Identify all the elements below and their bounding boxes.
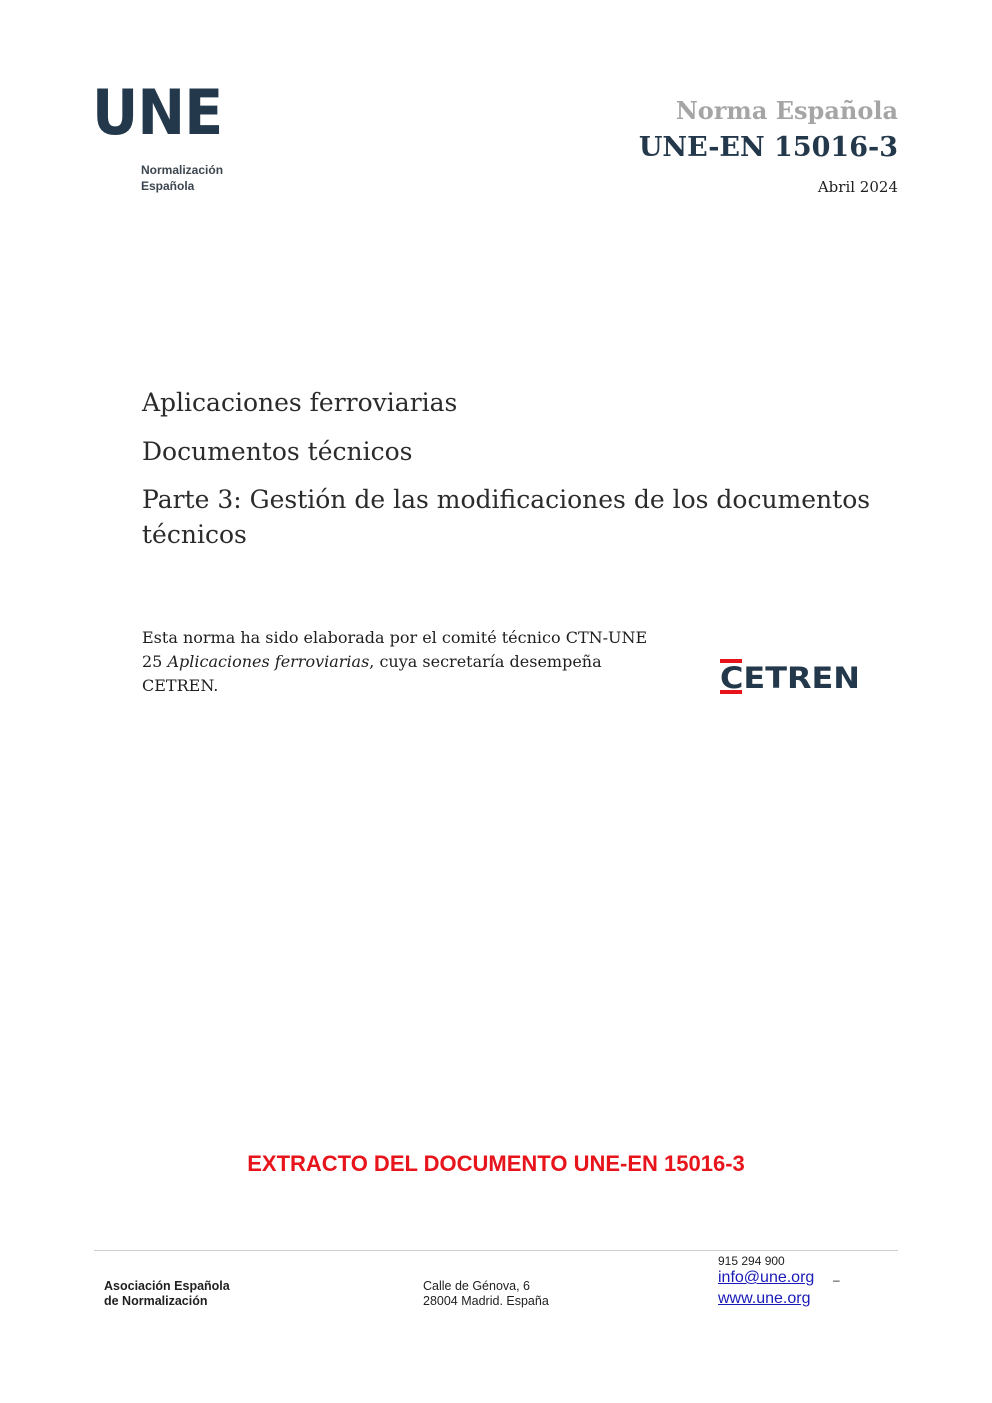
footer-assoc-line2: de Normalización bbox=[104, 1294, 208, 1308]
extract-notice: EXTRACTO DEL DOCUMENTO UNE-EN 15016-3 bbox=[247, 1151, 745, 1176]
document-code: UNE-EN 15016-3 bbox=[638, 132, 898, 163]
footer-phone: 915 294 900 bbox=[718, 1254, 785, 1268]
title-line-3: Parte 3: Gestión de las modificaciones de los documentos técnicos bbox=[142, 485, 871, 549]
committee-text-b: , cuya secretaría desempeña CETREN. bbox=[142, 652, 602, 695]
committee-name-italic: Aplicaciones ferroviarias bbox=[167, 652, 370, 671]
footer-addr-line2: 28004 Madrid. España bbox=[423, 1294, 549, 1308]
footer-divider bbox=[94, 1250, 898, 1251]
footer-addr-line1: Calle de Génova, 6 bbox=[423, 1279, 531, 1293]
une-logo: UNE bbox=[92, 76, 223, 149]
cetren-logo-text: CETREN bbox=[720, 661, 860, 695]
committee-text-a: Esta norma ha sido elaborada por el comité técnico CTN-UNE 25 bbox=[142, 628, 648, 671]
footer-web-link[interactable]: www.une.org bbox=[718, 1290, 811, 1307]
title-line-2: Documentos técnicos bbox=[142, 437, 413, 466]
document-date: Abril 2024 bbox=[817, 178, 898, 196]
footer-address bbox=[423, 1279, 549, 1309]
une-logo-sub-line2: Española bbox=[141, 179, 195, 193]
document-kind: Norma Española bbox=[675, 96, 898, 125]
cetren-logo bbox=[720, 657, 870, 697]
footer-separator: – bbox=[833, 1273, 840, 1287]
title-line-1: Aplicaciones ferroviarias bbox=[142, 388, 458, 417]
une-logo-subtitle bbox=[141, 162, 223, 194]
footer-assoc-line1: Asociación Española bbox=[104, 1279, 230, 1293]
une-logo-sub-line1: Normalización bbox=[141, 163, 224, 177]
footer-association bbox=[104, 1279, 230, 1309]
footer-email-link[interactable]: info@une.org bbox=[718, 1269, 815, 1286]
committee-paragraph bbox=[142, 626, 662, 698]
